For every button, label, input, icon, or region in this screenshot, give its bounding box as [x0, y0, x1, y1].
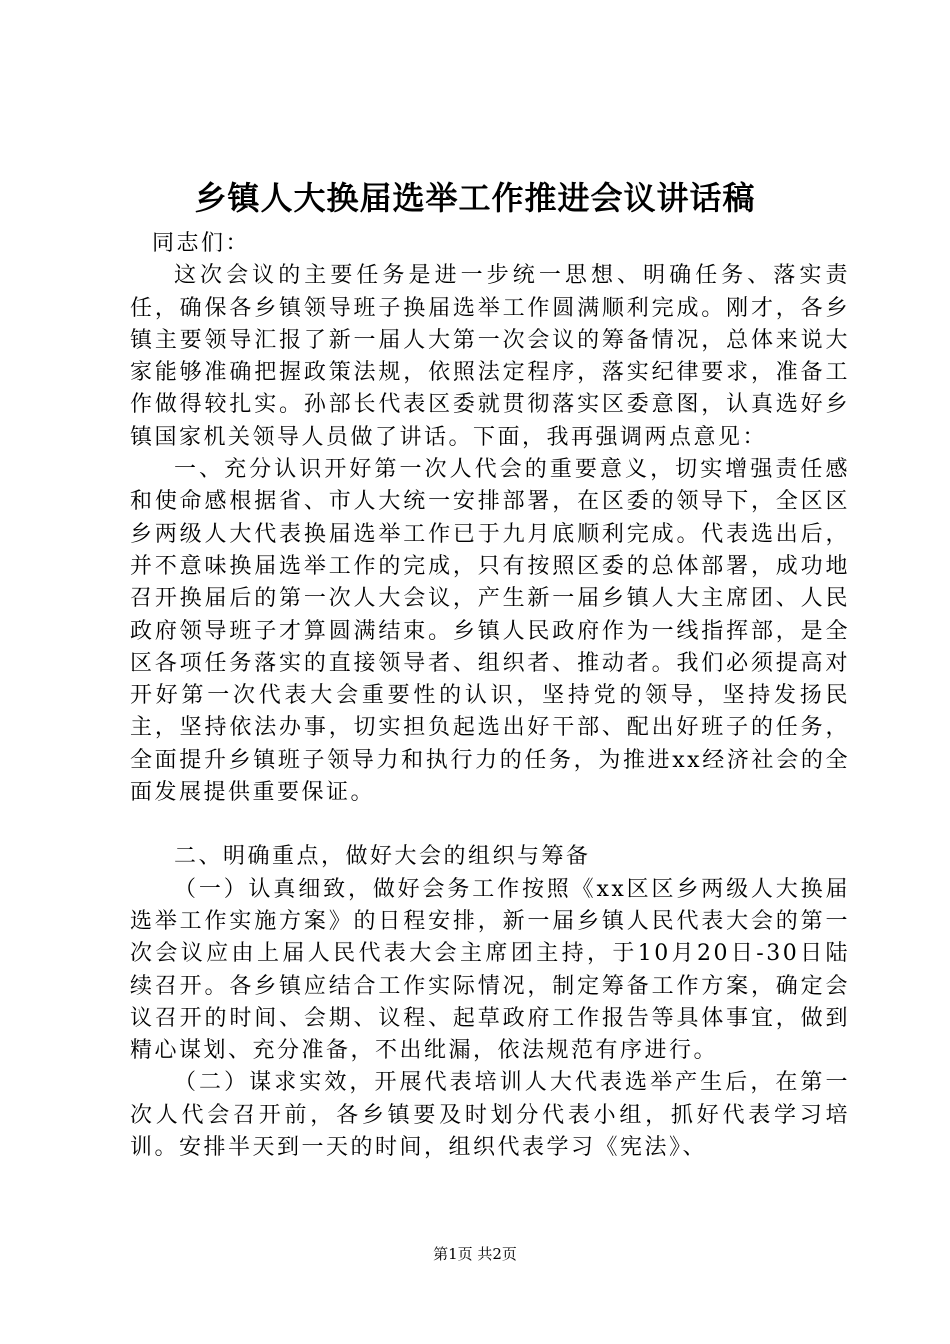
paragraph-section-one: 一、充分认识开好第一次人代会的重要意义，切实增强责任感和使命感根据省、市人大统一安排部署，在区委的领导下，全区区乡两级人大代表换届选举工作已于九月底顺利完成。代表选出后，并不意味换届选举工作的完成，只有按照区委的总体部署，成功地召开换届后的第一次人大会议，产生新一届乡镇人大主席团、人民政府领导班子才算圆满结束。乡镇人民政府作为一线指挥部，是全区各项任务落实的直接领导者、组织者、推动者。我们必须提高对开好第一次代表大会重要性的认识，坚持党的领导，坚持发扬民主，坚持依法办事，切实担负起选出好干部、配出好班子的任务，全面提升乡镇班子领导力和执行力的任务，为推进xx经济社会的全面发展提供重要保证。 [130, 457, 850, 806]
document-title: 乡镇人大换届选举工作推进会议讲话稿 [194, 179, 756, 217]
paragraph-intro: 这次会议的主要任务是进一步统一思想、明确任务、落实责任，确保各乡镇领导班子换届选举工作圆满顺利完成。刚才，各乡镇主要领导汇报了新一届人大第一次会议的筹备情况，总体来说大家能够准确把握政策法规，依照法定程序，落实纪律要求，准备工作做得较扎实。孙部长代表区委就贯彻落实区委意图，认真选好乡镇国家机关领导人员做了讲话。下面，我再强调两点意见： [130, 263, 850, 450]
section-two-heading: 二、明确重点，做好大会的组织与筹备 [174, 844, 591, 870]
paragraph-subsection-one: （一）认真细致，做好会务工作按照《xx区区乡两级人大换届选举工作实施方案》的日程安排，新一届乡镇人民代表大会的第一次会议应由上届人民代表大会主席团主持，于10月20日-30日陆续召开。各乡镇应结合工作实际情况，制定筹备工作方案，确定会议召开的时间、会期、议程、起草政府工作报告等具体事宜，做到精心谋划、充分准备，不出纰漏，依法规范有序进行。 [130, 876, 850, 1064]
page-indicator: 第1页 共2页 [433, 1245, 517, 1263]
paragraph-subsection-two: （二）谋求实效，开展代表培训人大代表选举产生后，在第一次人代会召开前，各乡镇要及时划分代表小组，抓好代表学习培训。安排半天到一天的时间，组织代表学习《宪法》、 [130, 1070, 850, 1161]
greeting: 同志们： [152, 231, 251, 256]
document-body [130, 228, 850, 1164]
